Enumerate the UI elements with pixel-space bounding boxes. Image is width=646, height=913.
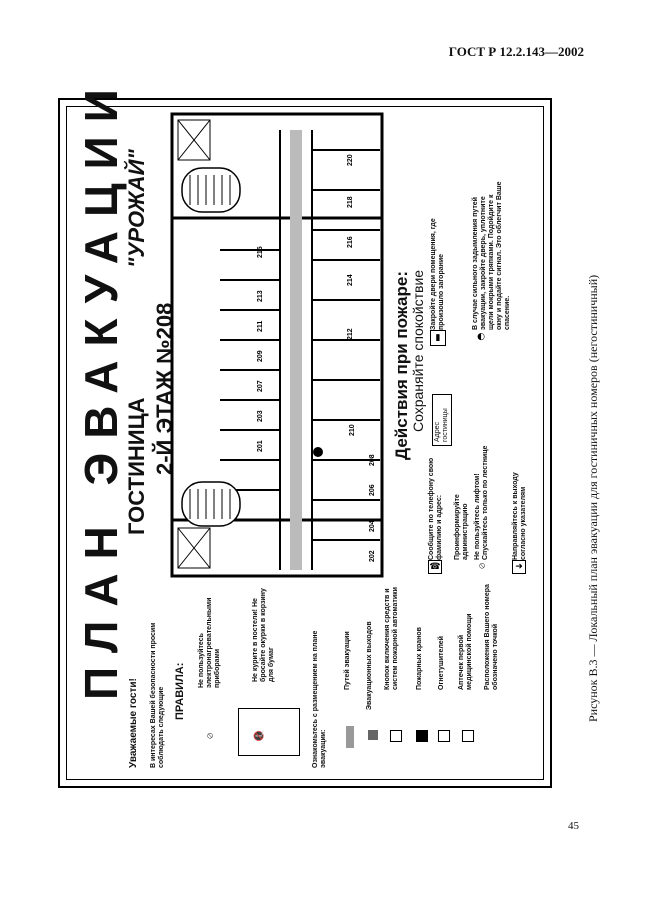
- legend-exits: Эвакуационных выходов: [366, 621, 373, 710]
- legend-extinguisher: Огнетушителей: [438, 636, 445, 690]
- plan-title: ПЛАН ЭВАКУАЦИИ: [75, 75, 127, 700]
- room-202: 202: [369, 550, 376, 562]
- exit-swatch-icon: [368, 730, 378, 740]
- room-206: 206: [369, 484, 376, 496]
- room-218: 218: [347, 196, 354, 208]
- rule-no-smoking: Не курите в постели! Не бросайте окурки в корзину для бумаг: [252, 588, 275, 682]
- room-201: 201: [257, 440, 264, 452]
- room-220: 220: [347, 154, 354, 166]
- page-number: 45: [568, 820, 579, 832]
- guest-greeting: Уважаемые гости!: [128, 678, 139, 768]
- legend-first-aid: Аптечек первой медицинской помощи: [458, 613, 473, 690]
- room-216: 216: [347, 236, 354, 248]
- action-report: Сообщите по телефону свою фамилию и адрес:: [428, 457, 443, 560]
- room-212: 212: [347, 328, 354, 340]
- action-close-doors: Закройте двери помещения, где произошло загорание: [430, 218, 445, 330]
- door-icon: ▮: [430, 330, 446, 346]
- legend-intro: Ознакомьтесь с размещением на плане эвакуации:: [312, 630, 327, 768]
- room-215: 215: [257, 246, 264, 258]
- action-no-elevator: Не пользуйтесь лифтом! Спускайтесь только по лестнице: [474, 445, 489, 560]
- phone-icon: ☎: [429, 562, 441, 572]
- legend-route: Путей эвакуации: [344, 631, 351, 690]
- action-follow-signs: Направляйтесь к выходу согласно указателям: [512, 472, 527, 560]
- extinguisher-icon: [438, 730, 450, 742]
- route-swatch-icon: [346, 726, 354, 748]
- first-aid-icon: [462, 730, 474, 742]
- action-administration: Проинформируйте администрацию: [454, 494, 469, 560]
- actions-subtitle: Сохраняйте спокойствие: [410, 269, 426, 432]
- room-204: 204: [369, 520, 376, 532]
- legend-location: Расположения Вашего номера обозначено точкой: [484, 584, 499, 690]
- hotel-name: "УРОЖАЙ": [124, 149, 149, 268]
- document-header: ГОСТ Р 12.2.143—2002: [448, 44, 584, 59]
- floor-label: 2-Й ЭТАЖ №208: [152, 302, 177, 475]
- no-smoking-icon: 🚭: [253, 732, 265, 742]
- rules-title: ПРАВИЛА:: [174, 662, 186, 720]
- room-211: 211: [257, 320, 264, 332]
- no-heater-icon: ⦸: [207, 731, 213, 741]
- guest-intro: В интересах Вашей безопасности просим соблюдать следующие: [150, 622, 165, 768]
- address-box: Адрес гостиницы: [432, 394, 452, 446]
- no-elevator-icon: ⦸: [479, 561, 485, 571]
- room-209: 209: [257, 350, 264, 362]
- exit-arrow-icon: ➜: [512, 560, 526, 574]
- legend-alarm: Кнопок включения средств и систем пожарной автоматики: [384, 587, 399, 690]
- hotel-label: ГОСТИНИЦА: [124, 397, 149, 535]
- room-207: 207: [257, 380, 264, 392]
- room-203: 203: [257, 410, 264, 422]
- alarm-button-icon: [390, 730, 402, 742]
- room-208: 208: [369, 454, 376, 466]
- hydrant-icon: [416, 730, 428, 742]
- figure-caption: Рисунок В.3 — Локальный план эвакуации для гостиничных номеров (негостиничный): [586, 274, 600, 722]
- room-213: 213: [257, 290, 264, 302]
- room-210: 210: [349, 424, 356, 436]
- rule-no-heaters: Не пользуйтесь электронагревательными приборами: [198, 597, 221, 688]
- actions-title: Действия при пожаре:: [392, 270, 411, 460]
- window-icon: ◐: [477, 332, 485, 342]
- room-214: 214: [347, 274, 354, 286]
- hallway-sign-icon: [238, 708, 300, 756]
- action-smoke: В случае сильного задымления путей эвакуации, закройте дверь, уплотните щели мокрыми тряпками. Подойдите к окну и подайте сигнал. Это облегчит Ваше спасение.: [472, 181, 511, 330]
- legend-hydrants: Пожарных кранов: [416, 627, 423, 690]
